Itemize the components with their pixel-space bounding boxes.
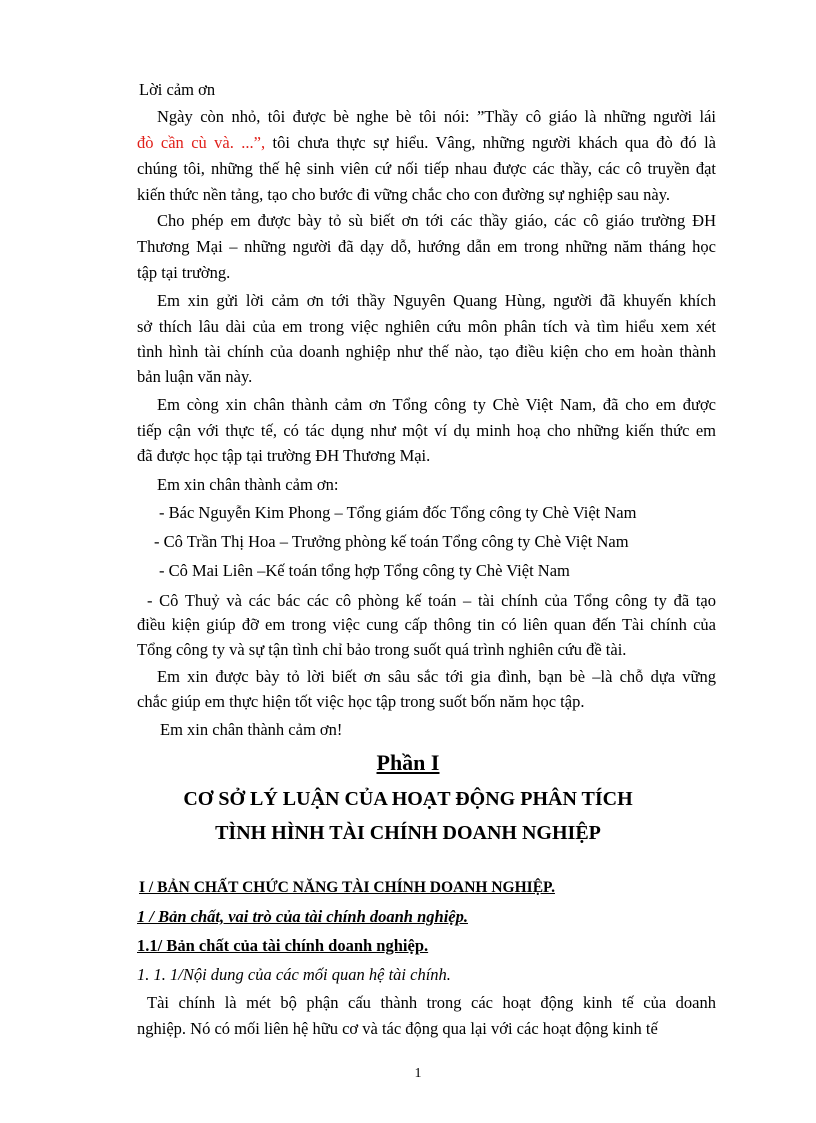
paragraph-4-line-3: đã được học tập tại trường ĐH Thương Mại. [137,446,431,465]
paragraph-3-line-2: sở thích lâu dài của em trong việc nghiên cứu môn phân tích và tìm hiểu xem xét [137,317,716,336]
paragraph-1-line-2 [137,133,716,153]
paragraph-4-line-1: Em còng xin chân thành cảm ơn Tổng công ty Chè Việt Nam, đã cho em được [157,395,716,414]
paragraph-7-line-1: Tài chính là mét bộ phận cấu thành trong các hoạt động kinh tế của doanh [147,993,716,1012]
section-heading-1-1-1: 1.1/ Bản chất của tài chính doanh nghiệp. [137,936,429,955]
section-heading-1-1: 1 / Bản chất, vai trò của tài chính doanh nghiệp. [137,907,468,926]
red-highlight-text: đò cần cù và. ...”, [137,133,266,152]
paragraph-5-line-1: - Cô Thuỷ và các bác các cô phòng kế toán – tài chính của Tổng công ty đã tạo [147,591,716,610]
paragraph-7-line-2: nghiệp. Nó có mối liên hệ hữu cơ và tác động qua lại với các hoạt động kinh tế [137,1019,658,1038]
paragraph-3-line-4: bản luận văn này. [137,367,253,386]
paragraph-1-line-1: Ngày còn nhỏ, tôi được bè nghe bè tôi nói: ”Thầy cô giáo là những người lái [157,107,716,126]
chapter-title-line-1: CƠ SỞ LÝ LUẬN CỦA HOẠT ĐỘNG PHÂN TÍCH [183,788,633,810]
thanks-list-item: - Cô Mai Liên –Kế toán tổng hợp Tổng công ty Chè Việt Nam [159,561,570,580]
paragraph-2-line-1: Cho phép em được bày tỏ sù biết ơn tới các thầy giáo, các cô giáo trường ĐH [157,211,716,230]
paragraph-1-line-4: kiến thức nền tảng, tạo cho bước đi vững chắc cho con đường sự nghiệp sau này. [137,185,671,204]
paragraph-2-line-2: Thương Mại – những người đã dạy dỗ, hướng dẫn em trong những năm tháng học [137,237,716,256]
closing-thanks: Em xin chân thành cảm ơn! [160,720,343,739]
paragraph-6-line-2: chắc giúp em thực hiện tốt việc học tập trong suốt bốn năm học tập. [137,692,585,711]
chapter-title-line-2: TÌNH HÌNH TÀI CHÍNH DOANH NGHIỆP [215,822,601,844]
paragraph-2-line-3: tập tại trường. [137,263,231,282]
paragraph-5-line-3: Tổng công ty và sự tận tình chỉ bảo trong suốt quá trình nghiên cứu đề tài. [137,640,627,659]
paragraph-1-line-2-rest: tôi chưa thực sự hiểu. Vâng, những người khách qua đò đó là [265,133,716,152]
part-title: Phần I [376,750,440,775]
paragraph-4-line-2: tiếp cận với thực tế, có tác dụng như một ví dụ minh hoạ cho những kiến thức em [137,421,716,440]
thanks-list-item: - Bác Nguyễn Kim Phong – Tổng giám đốc Tổng công ty Chè Việt Nam [159,503,637,522]
paragraph-5-line-2: điều kiện giúp đỡ em trong việc cung cấp thông tin có liên quan đến Tài chính của [137,615,716,634]
paragraph-3-line-3: tình hình tài chính của doanh nghiệp như thế nào, tạo điều kiện cho em hoàn thành [137,342,716,361]
section-heading-1-1-1-1: 1. 1. 1/Nội dung của các mối quan hệ tài chính. [137,965,451,984]
greeting-title: Lời cảm ơn [139,80,216,99]
thanks-list-item: - Cô Trần Thị Hoa – Trưởng phòng kế toán Tổng công ty Chè Việt Nam [154,532,629,551]
paragraph-6-line-1: Em xin được bày tỏ lời biết ơn sâu sắc tới gia đình, bạn bè –là chỗ dựa vững [157,667,716,686]
page-number: 1 [414,1066,422,1081]
thanks-intro: Em xin chân thành cảm ơn: [157,475,339,494]
paragraph-1-line-3: chúng tôi, những thế hệ sinh viên cứ nối tiếp nhau được các thầy, các cô truyền đạt [137,159,716,178]
section-heading-1: I / BẢN CHẤT CHỨC NĂNG TÀI CHÍNH DOANH NGHIỆP. [139,879,555,896]
paragraph-3-line-1: Em xin gửi lời cảm ơn tới thầy Nguyên Quang Hùng, người đã khuyến khích [157,291,716,310]
